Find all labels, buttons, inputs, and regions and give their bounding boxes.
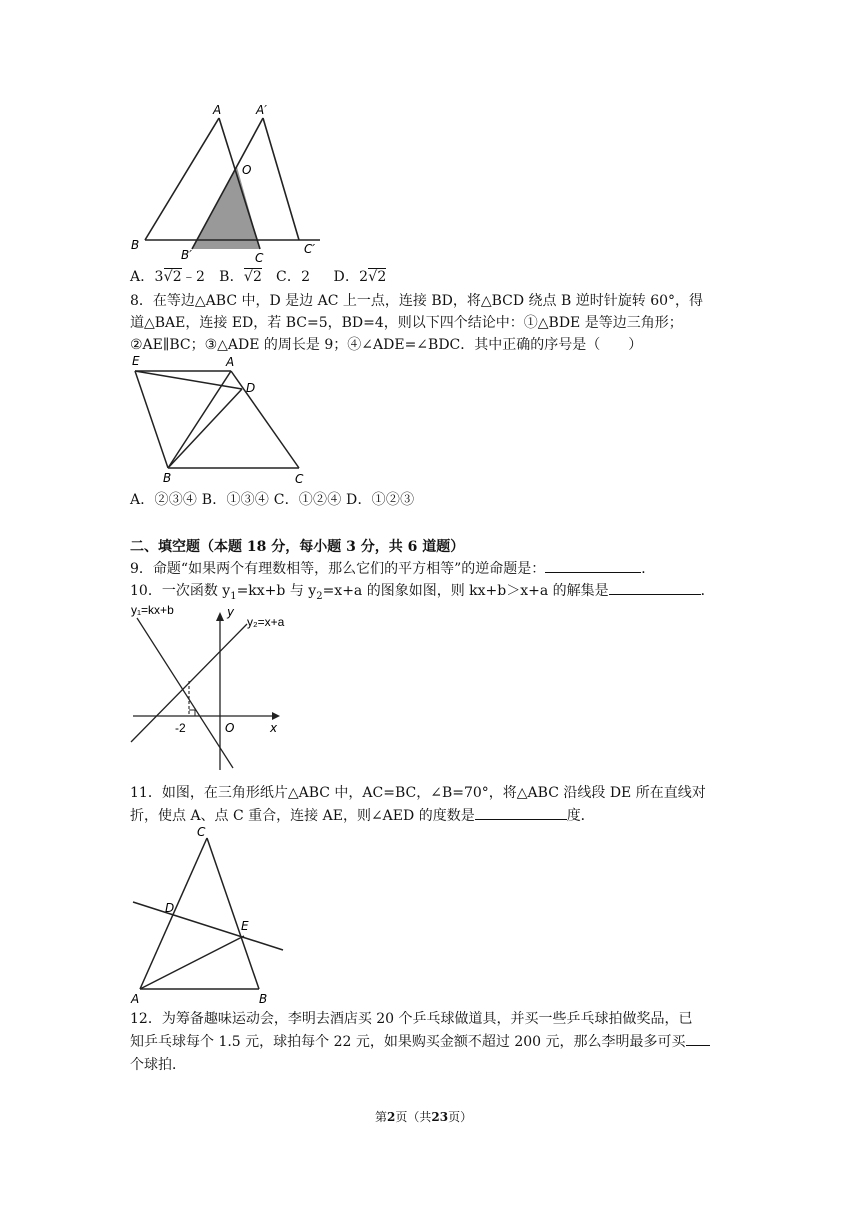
line-BD	[168, 389, 242, 468]
line-AC	[231, 371, 299, 468]
q7-figure	[125, 100, 325, 265]
q8-line-2: 道△BAE，连接 ED，若 BC=5，BD=4，则以下四个结论中：①△BDE 是等边三角形；	[130, 315, 683, 331]
label-C: C	[255, 251, 264, 265]
q12-line-1: 12．为筹备趣味运动会，李明去酒店买 20 个乒乓球做道具，并买一些乒乓球拍做奖品，已	[130, 1011, 693, 1027]
origin-label: O	[225, 721, 235, 735]
q8-line-1: 8．在等边△ABC 中，D 是边 AC 上一点，连接 BD，将△BCD 绕点 B 逆时针旋转 60°，得	[130, 293, 704, 309]
section-title: 二、填空题（本题 18 分，每小题 3 分，共 6 道题）	[130, 539, 465, 555]
label-D: D	[246, 381, 256, 395]
fold-line-DE	[133, 902, 283, 950]
q7-options: A．3√2﹣2 B．√2 C．2 D．2√2	[130, 269, 387, 285]
label-A: A	[213, 103, 222, 117]
q12-line-2: 知乒乓球每个 1.5 元，球拍每个 22 元，如果购买金额不超过 200 元，那么李明最多可买	[130, 1031, 710, 1051]
q9-text: 9．命题“如果两个有理数相等，那么它们的平方相等”的逆命题是： ．	[130, 558, 655, 578]
q11-line-2: 折，使点 A、点 C 重合，连接 AE，则∠AED 的度数是 度．	[130, 805, 595, 825]
line-y1	[137, 618, 233, 768]
label-B-prime: B′	[181, 248, 192, 262]
label-C: C	[295, 472, 304, 486]
label-A: A	[131, 992, 140, 1006]
q11-answer-blank[interactable]	[475, 805, 567, 820]
y-axis-label: y	[227, 605, 235, 619]
label-B: B	[163, 471, 172, 485]
q12-answer-blank[interactable]	[686, 1031, 710, 1046]
q10-text: 10．一次函数 $y_1=kx+b$ 与 $y_2=x+a$ 的图象如图，则 kx+b＞x+a 的解集是 ．	[130, 580, 715, 602]
q8-figure	[125, 352, 315, 487]
shaded-triangle	[192, 167, 260, 249]
label-B: B	[131, 238, 140, 252]
q11-line-1: 11．如图，在三角形纸片△ABC 中，AC=BC，∠B=70°，将△ABC 沿线段 DE 所在直线对	[130, 785, 706, 801]
q11-figure	[125, 822, 295, 1007]
y-axis-arrow	[216, 612, 224, 621]
label-B: B	[259, 992, 268, 1006]
label-O: O	[242, 163, 252, 177]
label-D: D	[165, 901, 175, 915]
label-E: E	[241, 919, 249, 933]
label-C: C	[197, 825, 206, 839]
page-footer: 第2页（共23页）	[375, 1110, 473, 1124]
q10-graph	[125, 600, 295, 780]
y2-label: y₂=x+a	[247, 615, 285, 629]
line-BC	[207, 838, 259, 989]
line-A2C2	[263, 118, 299, 240]
right-angle-mark	[189, 710, 195, 716]
q9-answer-blank[interactable]	[545, 558, 641, 573]
tick-minus-2: -2	[175, 721, 186, 735]
y1-label: y₁=kx+b	[131, 603, 174, 617]
q10-answer-blank[interactable]	[609, 580, 701, 595]
q12-line-3: 个球拍．	[130, 1057, 186, 1073]
x-axis-label: x	[270, 721, 278, 735]
label-E: E	[132, 354, 140, 368]
q8-options: A．②③④ B．①③④ C．①②④ D．①②③	[130, 492, 415, 508]
label-C-prime: C′	[304, 242, 316, 256]
line-AE	[140, 936, 244, 989]
x-axis-arrow	[272, 712, 280, 720]
label-A-prime: A′	[256, 103, 267, 117]
label-A: A	[226, 355, 235, 369]
line-EB	[135, 371, 168, 468]
q8-line-3: ②AE∥BC；③△ADE 的周长是 9；④∠ADE=∠BDC．其中正确的序号是（ ）	[130, 337, 643, 353]
